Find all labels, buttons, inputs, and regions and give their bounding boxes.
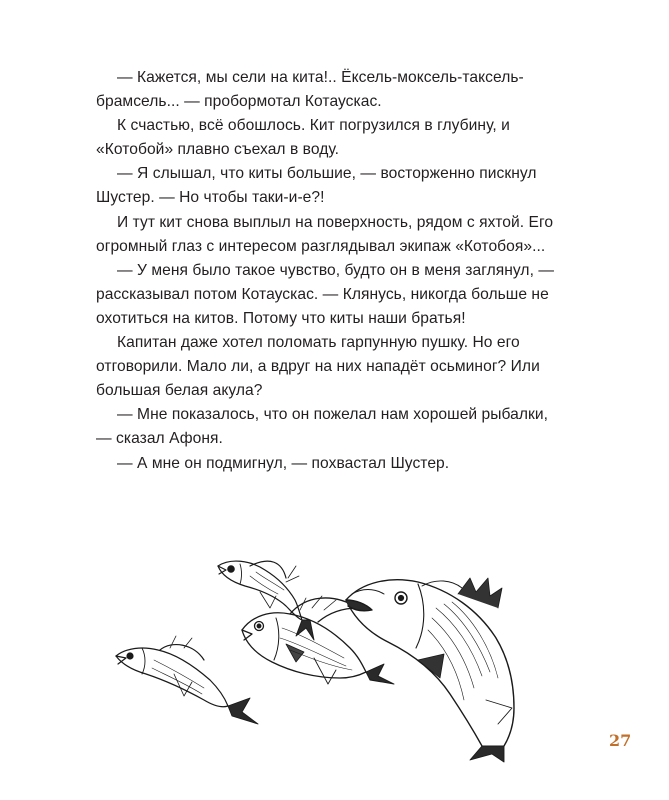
paragraph-8: — А мне он подмигнул, — похвастал Шустер.	[117, 454, 450, 472]
paragraph-6: Капитан даже хотел поломать гарпунную пушку. Но его отговорили. Мало ли, а вдруг на них нападёт осьминог? Или большая белая акула?	[96, 334, 540, 400]
paragraph-2: К счастью, всё обошлось. Кит погрузился в глубину, и «Котобой» плавно съехал в воду.	[96, 117, 510, 159]
story-text	[96, 66, 561, 476]
paragraph-1: — Кажется, мы сели на кита!.. Ёксель-моксель-таксель-брамсель... — пробормотал Котаускас.	[96, 69, 524, 111]
paragraph-7: — Мне показалось, что он пожелал нам хорошей рыбалки, — сказал Афоня.	[96, 406, 549, 448]
paragraph-4: И тут кит снова выплыл на поверхность, рядом с яхтой. Его огромный глаз с интересом разглядывал экипаж «Котобоя»...	[96, 213, 554, 255]
paragraph-3: — Я слышал, что киты большие, — восторженно пискнул Шустер. — Но чтобы таки-и-е?!	[96, 165, 537, 207]
paragraph-5: — У меня было такое чувство, будто он в меня заглянул, — рассказывал потом Котаускас. — Клянусь, никогда больше не охотиться на китов. Потому что киты наши братья!	[96, 261, 554, 327]
page-number: 27	[609, 731, 632, 750]
fish-school-icon	[100, 548, 570, 763]
fish-left	[116, 636, 258, 724]
fish-small-top	[218, 561, 314, 640]
